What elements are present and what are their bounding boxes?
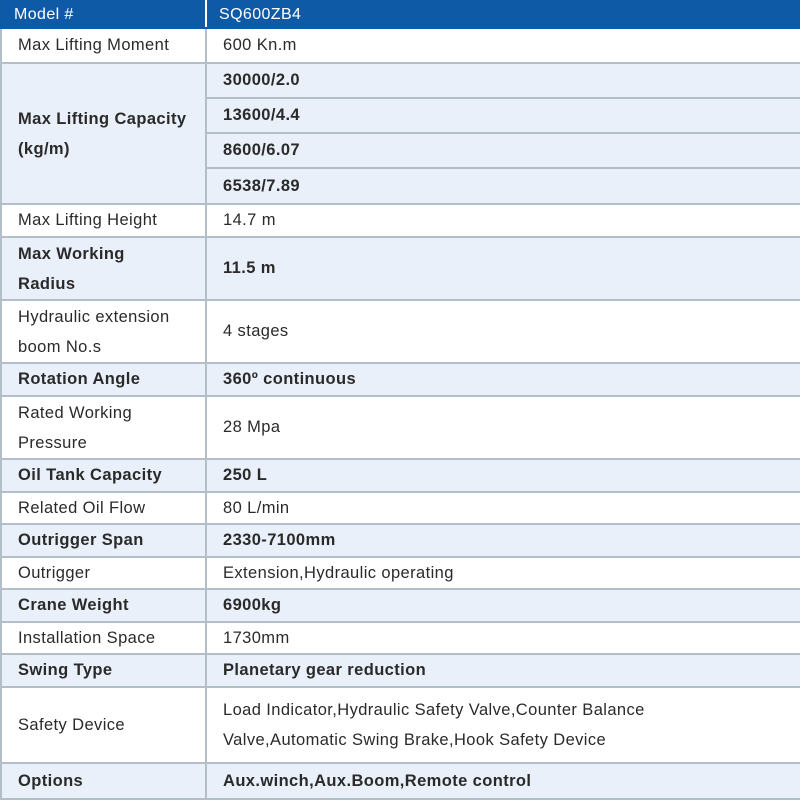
row-label-text: Max Lifting Capacity (kg/m) — [18, 109, 187, 158]
row-value: 360º continuous — [206, 363, 800, 396]
row-value: Extension,Hydraulic operating — [206, 557, 800, 589]
row-label-line: boom No.s — [18, 337, 102, 356]
row-label — [1, 237, 206, 300]
table-row — [1, 589, 800, 622]
table-row — [1, 396, 800, 459]
row-label: Safety Device — [1, 687, 206, 763]
table-row — [1, 363, 800, 396]
row-label — [1, 300, 206, 363]
row-value: 6538/7.89 — [206, 168, 800, 204]
row-label-line: Rated Working — [18, 403, 133, 422]
table-row — [1, 557, 800, 589]
row-value: Aux.winch,Aux.Boom,Remote control — [206, 763, 800, 799]
row-value: 13600/4.4 — [206, 98, 800, 133]
row-value: 6900kg — [206, 589, 800, 622]
row-value: 14.7 m — [206, 204, 800, 237]
table-row — [1, 28, 800, 63]
row-value: 1730mm — [206, 622, 800, 654]
row-label: Outrigger Span — [1, 524, 206, 557]
row-label: Max Lifting Moment — [1, 28, 206, 63]
row-label: Swing Type — [1, 654, 206, 687]
row-value-line: Load Indicator,Hydraulic Safety Valve,Counter Balance — [223, 701, 645, 719]
header-value: SQ600ZB4 — [206, 1, 800, 28]
table-row — [1, 63, 800, 98]
row-label-line: Pressure — [18, 433, 88, 452]
row-value: Planetary gear reduction — [206, 654, 800, 687]
row-value: 2330-7100mm — [206, 524, 800, 557]
row-label: Max Lifting Height — [1, 204, 206, 237]
row-label-line: Max Working — [18, 244, 125, 263]
row-label: Installation Space — [1, 622, 206, 654]
row-label: Crane Weight — [1, 589, 206, 622]
table-row — [1, 622, 800, 654]
row-value: 30000/2.0 — [206, 63, 800, 98]
row-label-line: Hydraulic extension — [18, 307, 170, 326]
row-value: 80 L/min — [206, 492, 800, 524]
row-label: Oil Tank Capacity — [1, 459, 206, 492]
table-row — [1, 524, 800, 557]
row-value — [206, 687, 800, 763]
row-value: 11.5 m — [206, 237, 800, 300]
row-value: 250 L — [206, 459, 800, 492]
row-value-line: Valve,Automatic Swing Brake,Hook Safety Device — [223, 731, 607, 749]
table-row — [1, 459, 800, 492]
row-value: 4 stages — [206, 300, 800, 363]
row-label: Rotation Angle — [1, 363, 206, 396]
table-row — [1, 300, 800, 363]
row-value: 8600/6.07 — [206, 133, 800, 168]
row-label-line: Radius — [18, 274, 76, 293]
row-label: Related Oil Flow — [1, 492, 206, 524]
row-label: Options — [1, 763, 206, 799]
table-header-row — [1, 1, 800, 28]
row-label — [1, 396, 206, 459]
row-value: 600 Kn.m — [206, 28, 800, 63]
table-row — [1, 763, 800, 799]
row-value: 28 Mpa — [206, 396, 800, 459]
table-row — [1, 654, 800, 687]
row-label: Outrigger — [1, 557, 206, 589]
table-row — [1, 687, 800, 763]
table-row — [1, 204, 800, 237]
table-row — [1, 492, 800, 524]
row-label — [1, 63, 206, 204]
header-label: Model # — [1, 1, 206, 28]
table-row — [1, 237, 800, 300]
